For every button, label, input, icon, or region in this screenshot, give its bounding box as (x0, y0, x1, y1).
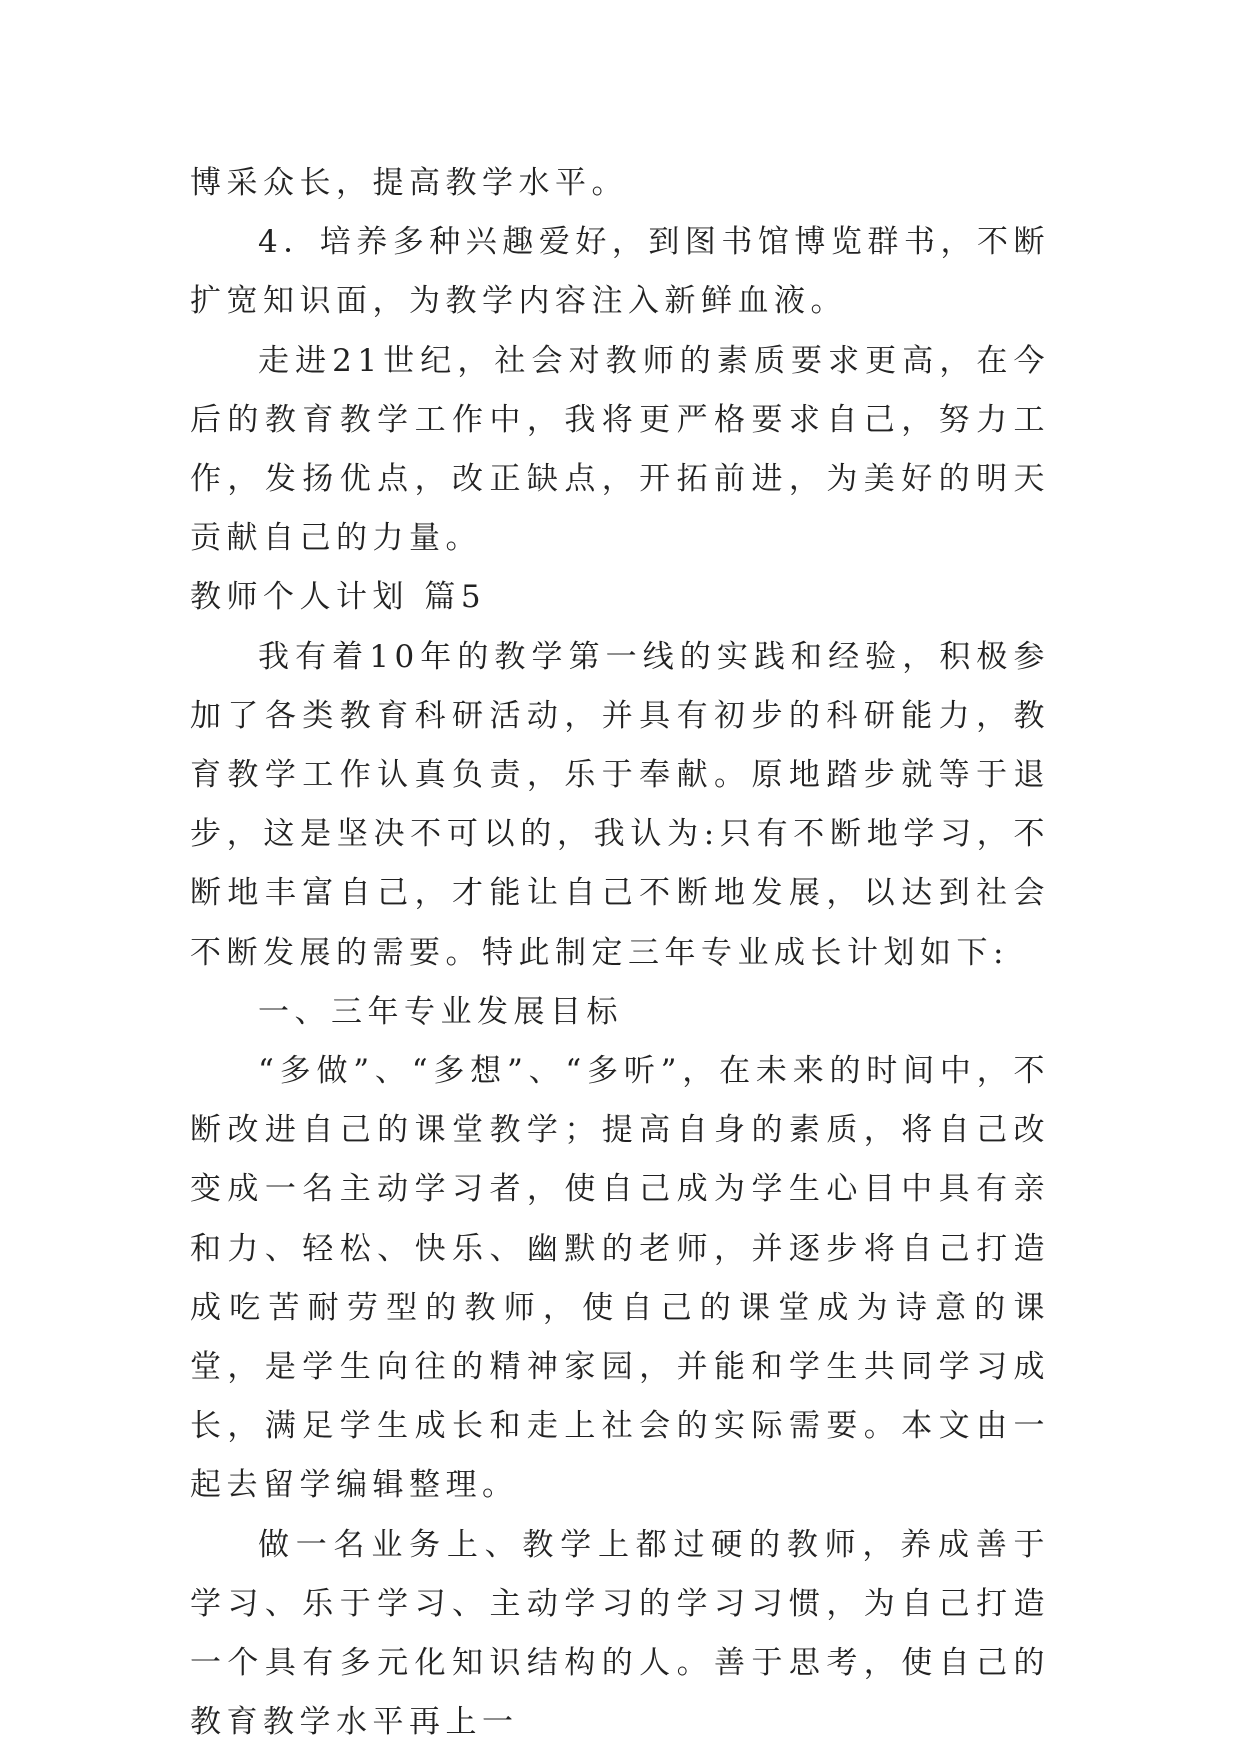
paragraph-goals: “多做”、“多想”、“多听”，在未来的时间中，不断改进自己的课堂教学；提高自身的素质，将自己改变成一名主动学习者，使自己成为学生心目中具有亲和力、轻松、快乐、幽默的老师，并逐步将自己打造成吃苦耐劳型的教师，使自己的课堂成为诗意的课堂，是学生向往的精神家园，并能和学生共同学习成长，满足学生成长和走上社会的实际需要。本文由一起去留学编辑整理。 (190, 1053, 1050, 1504)
subheading-goals: 一、三年专业发展目标 (258, 993, 623, 1030)
section-heading: 教师个人计划 篇5 (190, 579, 487, 616)
document-body (190, 154, 1050, 1752)
paragraph-closing: 走进21世纪，社会对教师的素质要求更高，在今后的教育教学工作中，我将更严格要求自己，努力工作，发扬优点，改正缺点，开拓前进，为美好的明天贡献自己的力量。 (190, 342, 1050, 557)
paragraph-item-4: 4．培养多种兴趣爱好，到图书馆博览群书，不断扩宽知识面，为教学内容注入新鲜血液。 (190, 224, 1050, 320)
paragraph-teacher-development: 做一名业务上、教学上都过硬的教师，养成善于学习、乐于学习、主动学习的学习习惯，为自己打造一个具有多元化知识结构的人。善于思考，使自己的教育教学水平再上一 (190, 1526, 1050, 1741)
paragraph-continuation: 博采众长，提高教学水平。 (190, 165, 628, 201)
paragraph-intro: 我有着10年的教学第一线的实践和经验，积极参加了各类教育科研活动，并具有初步的科研能力，教育教学工作认真负责，乐于奉献。原地踏步就等于退步，这是坚决不可以的，我认为:只有不断地学习，不断地丰富自己，才能让自己不断地发展，以达到社会不断发展的需要。特此制定三年专业成长计划如下: (190, 638, 1050, 971)
